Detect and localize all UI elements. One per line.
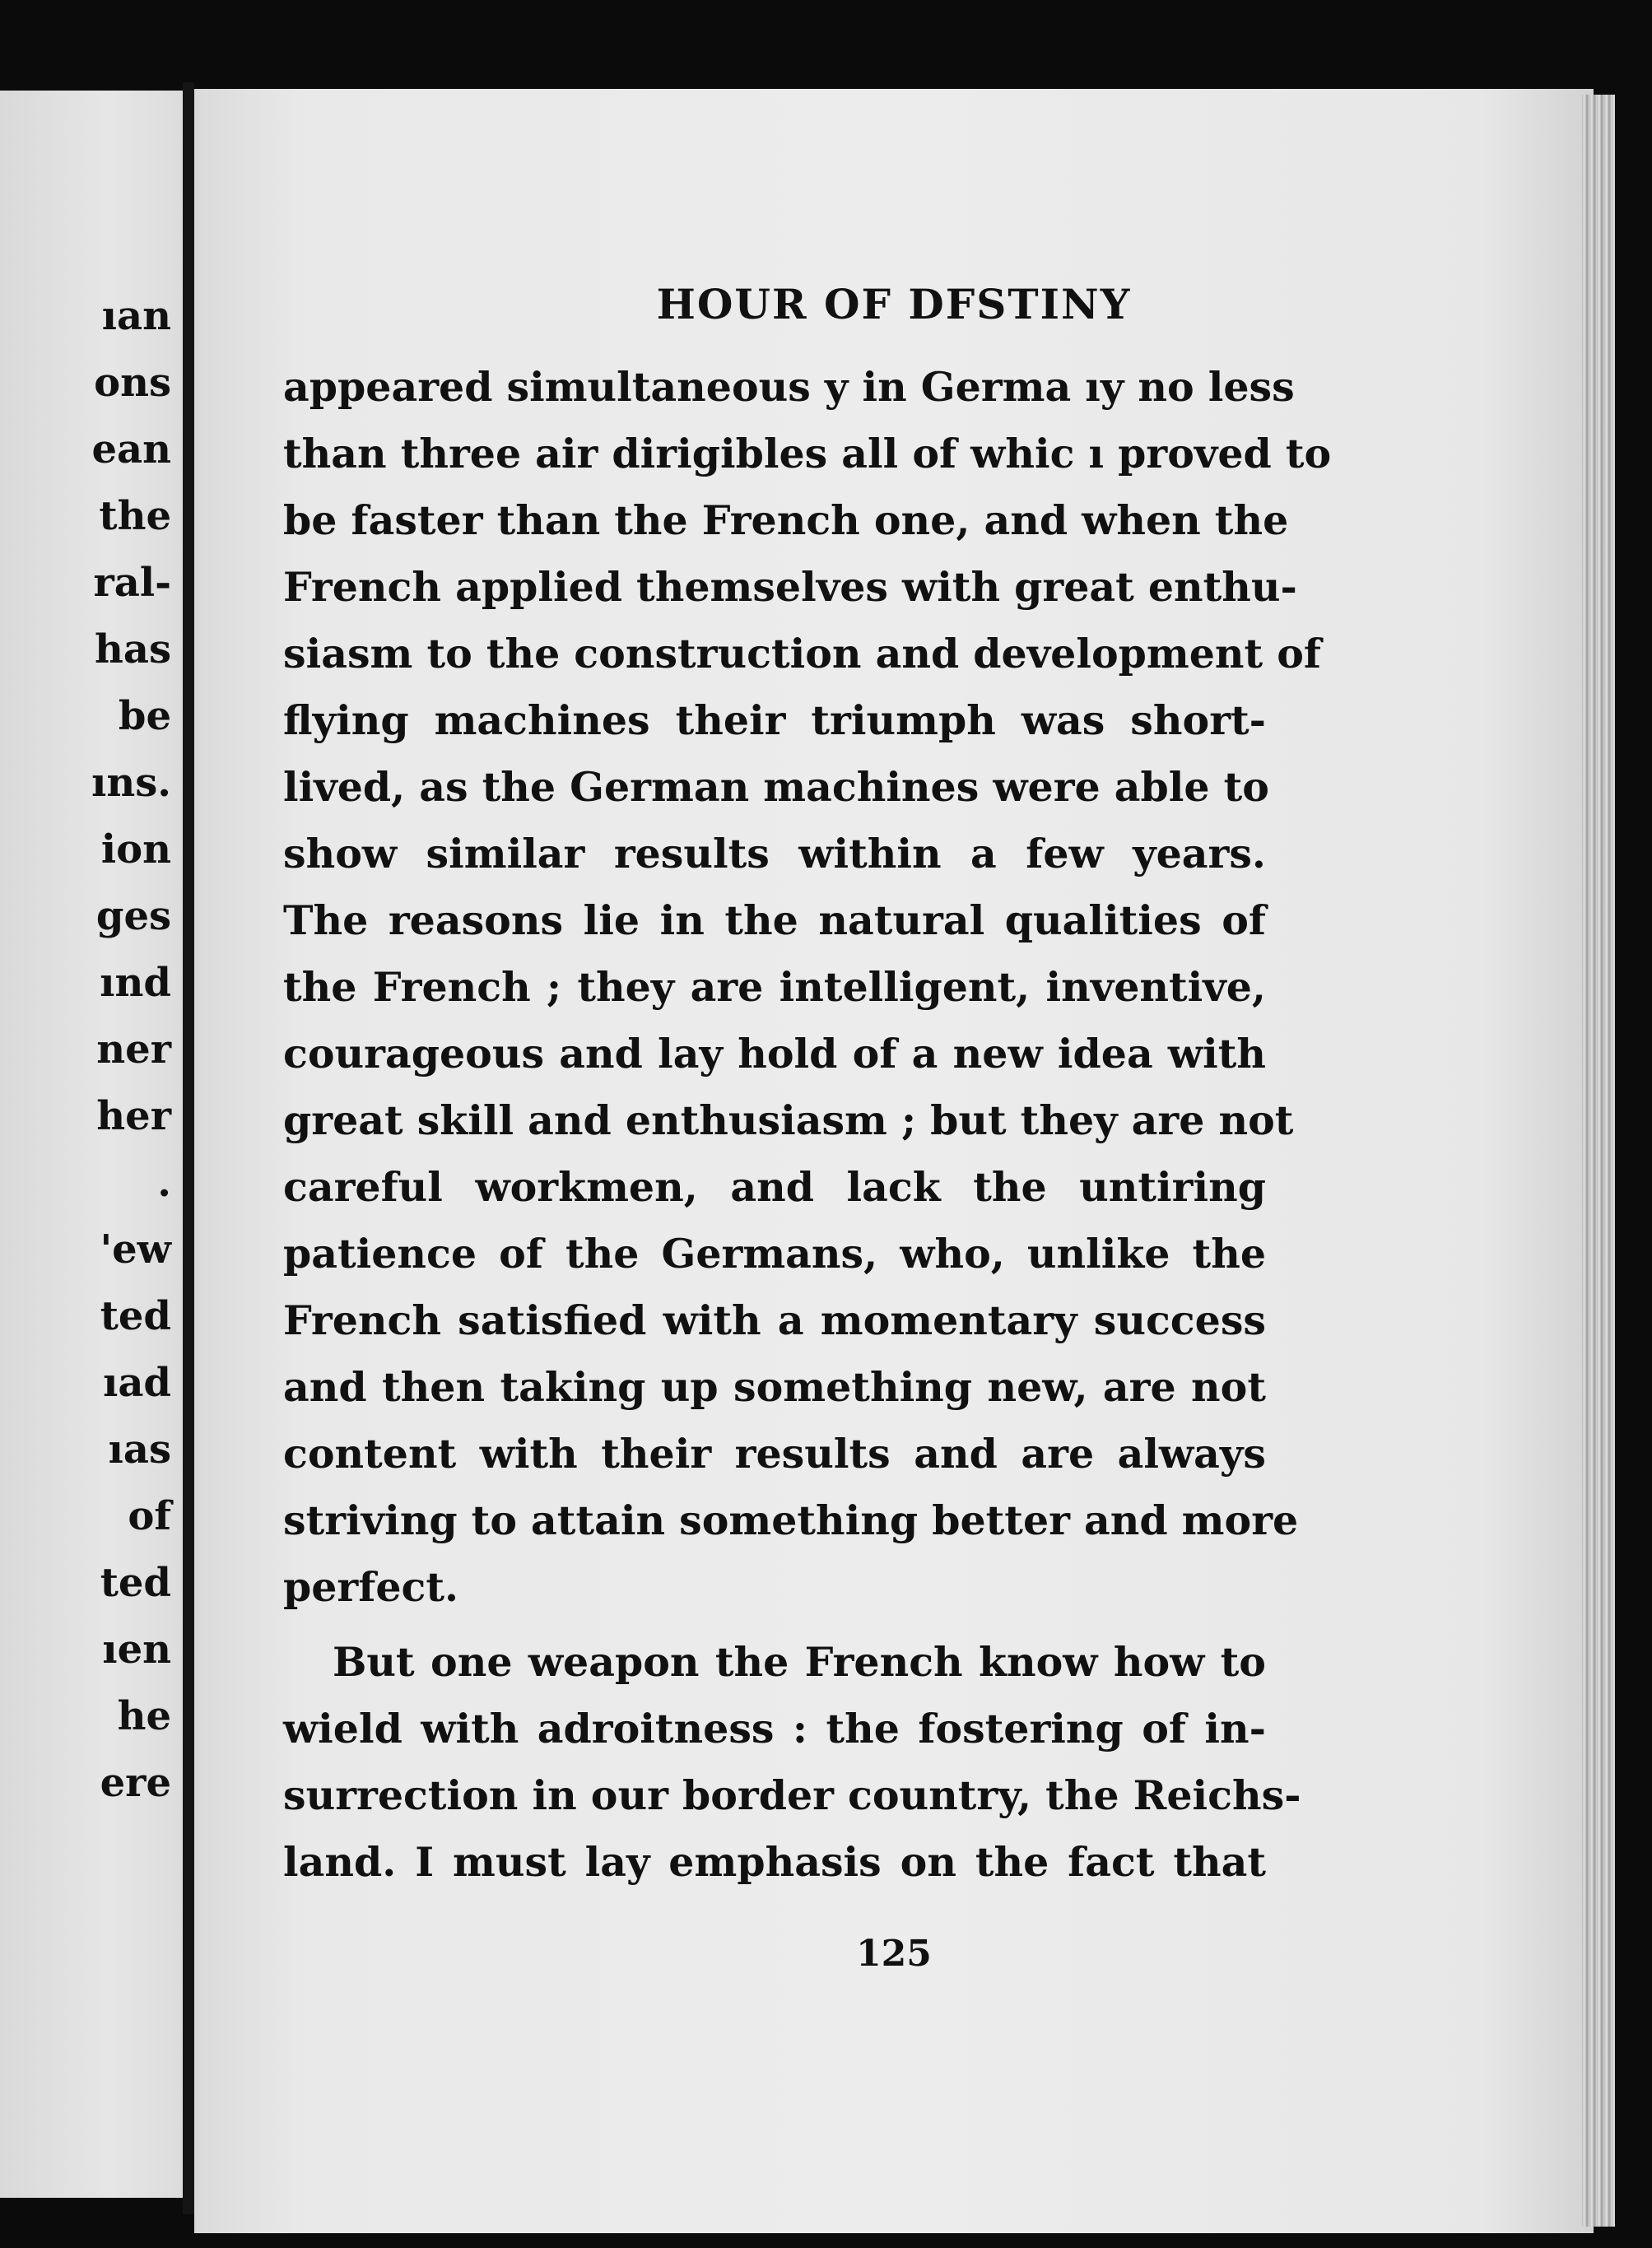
text-line: patience of the Germans, who, unlike the bbox=[283, 1230, 1266, 1278]
text-line: courageous and lay hold of a new idea with bbox=[283, 1030, 1266, 1077]
running-head: HOUR OF DFSTINY bbox=[656, 280, 1132, 328]
left-page-line-fragment: . bbox=[157, 1160, 171, 1206]
left-page-partial bbox=[0, 91, 183, 2198]
text-line: flying machines their triumph was short- bbox=[283, 696, 1266, 744]
page-number: 125 bbox=[856, 1933, 932, 1975]
right-page bbox=[194, 89, 1594, 2233]
left-page-line-fragment: ere bbox=[100, 1760, 171, 1806]
left-page-line-fragment: ges bbox=[95, 893, 171, 939]
left-page-line-fragment: ion bbox=[100, 826, 171, 873]
text-line: land. I must lay emphasis on the fact that bbox=[283, 1838, 1266, 1886]
text-line: show similar results within a few years. bbox=[283, 830, 1266, 877]
text-line: wield with adroitness : the fostering of in- bbox=[283, 1705, 1266, 1752]
book-gutter bbox=[183, 82, 194, 2214]
text-line: surrection in our border country, the Reichs- bbox=[283, 1771, 1301, 1819]
text-line: appeared simultaneous y in Germa ıy no less bbox=[283, 363, 1295, 411]
text-line: But one weapon the French know how to bbox=[333, 1638, 1266, 1686]
left-page-line-fragment: ted bbox=[100, 1293, 171, 1339]
text-line: The reasons lie in the natural qualities of bbox=[283, 896, 1266, 944]
left-page-line-fragment: ner bbox=[96, 1026, 171, 1073]
left-page-line-fragment: ons bbox=[94, 360, 171, 406]
text-line: great skill and enthusiasm ; but they are not bbox=[283, 1096, 1294, 1144]
left-page-line-fragment: ıan bbox=[101, 293, 171, 339]
text-line: perfect. bbox=[283, 1563, 459, 1611]
text-line: French satisfied with a momentary success bbox=[283, 1296, 1266, 1344]
left-page-line-fragment: be bbox=[118, 693, 171, 739]
left-page-line-fragment: the bbox=[99, 493, 171, 539]
left-page-line-fragment: ıen bbox=[102, 1627, 171, 1673]
text-line: than three air dirigibles all of whic ı proved to bbox=[283, 430, 1332, 477]
text-line: careful workmen, and lack the untiring bbox=[283, 1163, 1266, 1211]
text-line: the French ; they are intelligent, inventive, bbox=[283, 963, 1266, 1011]
text-line: content with their results and are always bbox=[283, 1430, 1266, 1478]
left-page-line-fragment: 'ew bbox=[100, 1226, 171, 1273]
page-edge-stack bbox=[1582, 95, 1615, 2227]
left-page-line-fragment: ınd bbox=[100, 960, 171, 1006]
text-line: French applied themselves with great enthu- bbox=[283, 563, 1297, 611]
text-line: be faster than the French one, and when the bbox=[283, 496, 1289, 544]
left-page-line-fragment: ral- bbox=[93, 560, 171, 606]
text-line: siasm to the construction and development of bbox=[283, 630, 1322, 677]
left-page-line-fragment: ıas bbox=[108, 1427, 171, 1473]
left-page-line-fragment: ean bbox=[91, 426, 171, 472]
left-page-line-fragment: he bbox=[117, 1693, 171, 1739]
left-page-line-fragment: ıns. bbox=[91, 760, 171, 806]
left-page-line-fragment: ıad bbox=[103, 1360, 171, 1406]
text-line: and then taking up something new, are not bbox=[283, 1363, 1266, 1411]
left-page-line-fragment: of bbox=[128, 1493, 171, 1539]
left-page-line-fragment: ted bbox=[100, 1560, 171, 1606]
text-line: lived, as the German machines were able to bbox=[283, 763, 1269, 811]
left-page-line-fragment: her bbox=[96, 1093, 171, 1139]
left-page-line-fragment: has bbox=[94, 626, 171, 673]
text-line: striving to attain something better and more bbox=[283, 1496, 1299, 1544]
